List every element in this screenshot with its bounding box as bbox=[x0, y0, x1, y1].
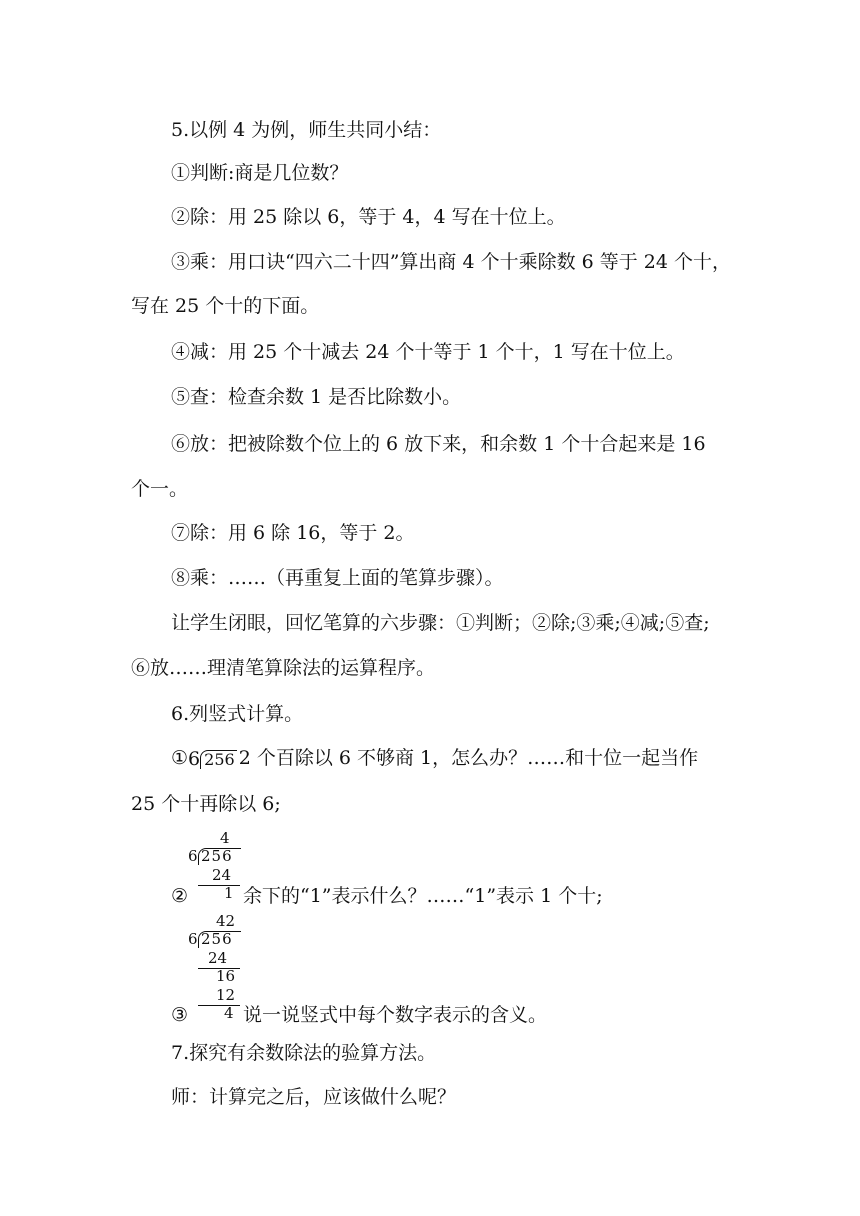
div1-quotient: 4 bbox=[220, 829, 230, 847]
div1-remainder: 1 bbox=[224, 884, 234, 902]
step-subtract: ④减：用 25 个十减去 24 个十等于 1 个十，1 写在十位上。 bbox=[171, 341, 685, 363]
recall-steps-cont: ⑥放……理清笔算除法的运算程序。 bbox=[131, 657, 436, 679]
div1-product: 24 bbox=[212, 866, 232, 884]
recall-steps: 让学生闭眼，回忆笔算的六步骤：①判断；②除;③乘;④减;⑤查; bbox=[171, 612, 710, 634]
step-multiply-cont: 写在 25 个十的下面。 bbox=[131, 295, 320, 317]
inline-divisor: 6 bbox=[188, 748, 201, 770]
step-multiply: ③乘：用口诀“四六二十四”算出商 4 个十乘除数 6 等于 24 个十， bbox=[171, 251, 732, 273]
item-1-marker: ① bbox=[171, 747, 189, 769]
div2-dividend: 256 bbox=[201, 930, 233, 948]
step-multiply-again: ⑧乘：……（再重复上面的笔算步骤）。 bbox=[171, 567, 504, 589]
item-3-marker: ③ bbox=[171, 1004, 189, 1026]
div2-rule2 bbox=[198, 1005, 240, 1006]
step-bring-down-cont: 个一。 bbox=[131, 478, 189, 500]
item-1-cont: 25 个十再除以 6; bbox=[131, 793, 281, 815]
div2-divisor: 6 bbox=[188, 930, 198, 948]
inline-dividend: 256 bbox=[200, 750, 237, 769]
div2-product2: 12 bbox=[216, 986, 236, 1004]
item-1 bbox=[171, 746, 741, 771]
div1-rule bbox=[198, 885, 240, 886]
step-divide-again: ⑦除：用 6 除 16，等于 2。 bbox=[171, 522, 415, 544]
item-2-marker: ② bbox=[171, 885, 189, 907]
div2-quotient: 42 bbox=[216, 912, 236, 930]
item-2-text: 余下的“1”表示什么？……“1”表示 1 个十; bbox=[243, 885, 603, 907]
item-1-text: 2 个百除以 6 不够商 1，怎么办？……和十位一起当作 bbox=[238, 747, 699, 769]
step-bring-down: ⑥放：把被除数个位上的 6 放下来，和余数 1 个十合起来是 16 bbox=[171, 433, 706, 455]
div1-divisor: 6 bbox=[188, 847, 198, 865]
step-divide: ②除：用 25 除以 6，等于 4，4 写在十位上。 bbox=[171, 206, 566, 228]
long-division-1 bbox=[188, 829, 248, 902]
section-check-method: 7.探究有余数除法的验算方法。 bbox=[171, 1042, 437, 1064]
inline-long-division bbox=[188, 747, 237, 771]
paragraph-summary-heading: 5.以例 4 为例，师生共同小结： bbox=[171, 119, 442, 141]
section-vertical-calc: 6.列竖式计算。 bbox=[171, 703, 304, 725]
div2-remainder: 4 bbox=[224, 1004, 234, 1022]
long-division-2 bbox=[188, 913, 248, 1025]
item-3-text: 说一说竖式中每个数字表示的含义。 bbox=[243, 1004, 548, 1026]
teacher-question: 师：计算完之后，应该做什么呢？ bbox=[171, 1086, 457, 1108]
div1-dividend: 256 bbox=[201, 847, 233, 865]
div2-product1: 24 bbox=[208, 949, 228, 967]
step-judge: ①判断:商是几位数？ bbox=[171, 162, 349, 184]
div2-partial: 16 bbox=[216, 967, 236, 985]
step-check: ⑤查：检查余数 1 是否比除数小。 bbox=[171, 386, 462, 408]
